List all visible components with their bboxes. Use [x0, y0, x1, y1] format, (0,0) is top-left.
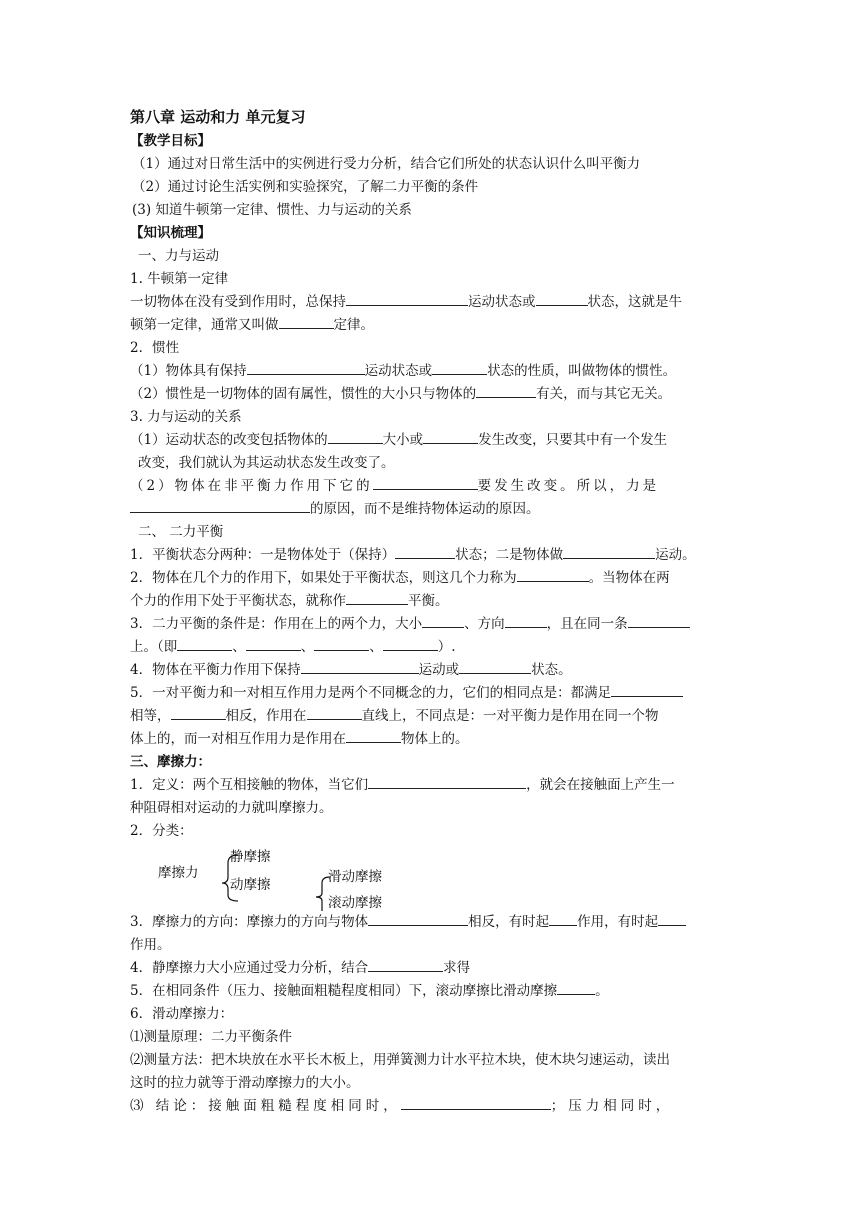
- rolling-friction-label: 滚动摩擦: [328, 895, 382, 911]
- text: ，就会在接触面上产生一: [526, 777, 675, 793]
- fill-blank[interactable]: [130, 498, 310, 513]
- friction-line-12: [130, 1095, 734, 1118]
- balance-line-6: [130, 659, 734, 682]
- dynamic-friction-label: 动摩擦: [230, 877, 271, 893]
- static-friction-label: 静摩擦: [230, 849, 271, 865]
- fill-blank[interactable]: [301, 659, 419, 674]
- text: 定律。: [333, 317, 374, 333]
- fill-blank[interactable]: [328, 429, 383, 444]
- text: 、: [300, 639, 315, 655]
- text: 运动或: [418, 662, 460, 678]
- balance-line-8: [130, 705, 734, 728]
- friction-line-9: ⑴测量原理：二力平衡条件: [130, 1029, 292, 1045]
- friction-line-8: 6．滑动摩擦力：: [130, 1006, 234, 1022]
- text: 有关，而与其它无关。: [536, 386, 672, 402]
- text: 4．静摩擦力大小应通过受力分析，结合: [130, 960, 369, 976]
- balance-line-2: [130, 567, 734, 590]
- friction-line-2: 种阻碍相对运动的力就叫摩擦力。: [130, 800, 333, 816]
- fill-blank[interactable]: [368, 774, 526, 789]
- text: 运动状态或: [468, 294, 536, 310]
- fill-blank[interactable]: [395, 544, 455, 559]
- text: 的原因，而不是维持物体运动的原因。: [310, 501, 540, 517]
- knowledge-heading: 【知识梳理】: [130, 225, 211, 241]
- balance-line-1: [130, 544, 734, 567]
- text: 状态，这就是牛: [587, 294, 682, 310]
- text: 5．在相同条件（压力、接触面粗糙程度相同）下，滚动摩擦比滑动摩擦: [130, 983, 558, 999]
- fill-blank[interactable]: [279, 314, 334, 329]
- text: 直线上，不同点是：一对平衡力是作用在同一个物: [361, 708, 659, 724]
- fill-blank[interactable]: [505, 613, 547, 628]
- text: （2）物体在非平衡力作用下它的: [130, 478, 373, 494]
- friction-line-7: [130, 980, 734, 1003]
- text: 2．物体在几个力的作用下，如果处于平衡状态，则这几个力称为: [130, 570, 517, 586]
- text: ⑶ 结论：接触面粗糙程度相同时，: [130, 1098, 401, 1114]
- fill-blank[interactable]: [557, 980, 595, 995]
- inertia-line-2: [130, 383, 734, 406]
- force-motion-title: 3. 力与运动的关系: [130, 409, 242, 425]
- friction-root-label: 摩擦力: [158, 865, 199, 881]
- fill-blank[interactable]: [383, 636, 438, 651]
- text: 、方向: [464, 616, 505, 632]
- text: 5．一对平衡力和一对相互作用力是两个不同概念的力，它们的相同点是：都满足: [130, 685, 612, 701]
- friction-line-1: [130, 774, 734, 797]
- balance-line-5: [130, 636, 734, 659]
- section-3-title: 三、摩擦力：: [130, 754, 211, 770]
- fill-blank[interactable]: [423, 429, 478, 444]
- balance-line-3: [130, 590, 734, 613]
- friction-line-5: 作用。: [130, 937, 171, 953]
- text: ）.: [437, 639, 456, 655]
- section-2-title: 二、 二力平衡: [138, 524, 224, 540]
- fill-blank[interactable]: [563, 544, 655, 559]
- text: 、: [369, 639, 383, 655]
- text: （2）惯性是一切物体的固有属性，惯性的大小只与物体的: [130, 386, 477, 402]
- text: 求得: [443, 960, 471, 976]
- friction-line-11: 这时的拉力就等于滑动摩擦力的大小。: [130, 1075, 360, 1091]
- newton-law-line-1: [130, 291, 734, 314]
- fill-blank[interactable]: [476, 383, 536, 398]
- fill-blank[interactable]: [432, 360, 487, 375]
- text: 4．物体在平衡力作用下保持: [130, 662, 301, 678]
- inertia-line-1: [130, 360, 734, 383]
- fill-blank[interactable]: [247, 360, 365, 375]
- text: 运动。: [655, 547, 696, 563]
- fill-blank[interactable]: [549, 911, 577, 926]
- balance-line-4: [130, 613, 734, 636]
- fill-blank[interactable]: [307, 705, 362, 720]
- newton-law-title: 1. 牛顿第一定律: [130, 271, 229, 287]
- fill-blank[interactable]: [611, 682, 683, 697]
- fill-blank[interactable]: [459, 659, 531, 674]
- goal-item-1: （1）通过对日常生活中的实例进行受力分析，结合它们所处的状态认识什么叫平衡力: [132, 156, 641, 172]
- fill-blank[interactable]: [346, 728, 401, 743]
- text: 相反，作用在: [225, 708, 307, 724]
- fill-blank[interactable]: [246, 636, 301, 651]
- text: 3．摩擦力的方向：摩擦力的方向与物体: [130, 914, 369, 930]
- force-motion-line-2: 改变，我们就认为其运动状态发生改变了。: [138, 455, 395, 471]
- force-motion-line-1: [130, 429, 734, 452]
- fill-blank[interactable]: [177, 636, 232, 651]
- text: 1．平衡状态分两种：一是物体处于（保持）: [130, 547, 396, 563]
- fill-blank[interactable]: [368, 911, 468, 926]
- friction-line-3: 2．分类：: [130, 823, 193, 839]
- newton-law-line-2: [130, 314, 734, 337]
- document-page: [130, 104, 734, 1118]
- fill-blank[interactable]: [536, 291, 588, 306]
- fill-blank[interactable]: [346, 590, 408, 605]
- text: ，且在同一条: [546, 616, 628, 632]
- text: 一切物体在没有受到作用时，总保持: [130, 294, 346, 310]
- fill-blank[interactable]: [658, 911, 686, 926]
- text: 发生改变，只要其中有一个发生: [478, 432, 668, 448]
- text: 。: [595, 983, 609, 999]
- text: （1）运动状态的改变包括物体的: [130, 432, 328, 448]
- balance-line-9: [130, 728, 734, 751]
- text: 运动状态或: [364, 363, 433, 379]
- text: 状态；二是物体做: [455, 547, 564, 563]
- force-motion-line-4: [130, 498, 734, 521]
- fill-blank[interactable]: [373, 475, 478, 490]
- text: 相反，有时起: [468, 914, 550, 930]
- text: 要发生改变。所以，力是: [477, 478, 660, 494]
- text: ；压力相同时，: [550, 1098, 674, 1114]
- inertia-title: 2．惯性: [130, 340, 180, 356]
- text: 3．二力平衡的条件是：作用在上的两个力，大小: [130, 616, 423, 632]
- text: 状态。: [531, 662, 572, 678]
- text: 平衡。: [408, 593, 449, 609]
- fill-blank[interactable]: [517, 567, 589, 582]
- page-title: 第八章 运动和力 单元复习: [130, 108, 306, 126]
- section-1-title: 一、力与运动: [138, 248, 219, 264]
- sliding-friction-label: 滑动摩擦: [328, 869, 382, 885]
- text: 作用，有时起: [577, 914, 659, 930]
- fill-blank[interactable]: [422, 613, 464, 628]
- text: 顿第一定律，通常又叫做: [130, 317, 279, 333]
- fill-blank[interactable]: [171, 705, 226, 720]
- force-motion-line-3: [130, 475, 734, 498]
- text: 体上的，而一对相互作用力是作用在: [130, 731, 346, 747]
- goal-item-2: （2）通过讨论生活实例和实验探究，了解二力平衡的条件: [132, 179, 479, 195]
- text: 1．定义：两个互相接触的物体，当它们: [130, 777, 369, 793]
- fill-blank[interactable]: [368, 957, 443, 972]
- text: 个力的作用下处于平衡状态，就称作: [130, 593, 346, 609]
- text: （1）物体具有保持: [130, 363, 247, 379]
- friction-classification-diagram: [130, 843, 734, 911]
- fill-blank[interactable]: [346, 291, 468, 306]
- fill-blank[interactable]: [314, 636, 369, 651]
- text: 物体上的。: [401, 731, 469, 747]
- text: 、: [232, 639, 246, 655]
- friction-line-4: [130, 911, 734, 934]
- goal-item-3: (3) 知道牛顿第一定律、惯性、力与运动的关系: [132, 202, 412, 218]
- friction-line-10: ⑵测量方法：把木块放在水平长木板上，用弹簧测力计水平拉木块，使木块匀速运动，读出: [130, 1052, 670, 1068]
- friction-line-6: [130, 957, 734, 980]
- text: 。当物体在两: [588, 570, 670, 586]
- fill-blank[interactable]: [401, 1095, 551, 1110]
- balance-line-7: [130, 682, 734, 705]
- fill-blank[interactable]: [628, 613, 690, 628]
- text: 相等，: [130, 708, 171, 724]
- text: 状态的性质，叫做物体的惯性。: [487, 363, 677, 379]
- goals-heading: 【教学目标】: [130, 133, 211, 149]
- text: 大小或: [382, 432, 424, 448]
- text: 上。（即: [130, 639, 178, 655]
